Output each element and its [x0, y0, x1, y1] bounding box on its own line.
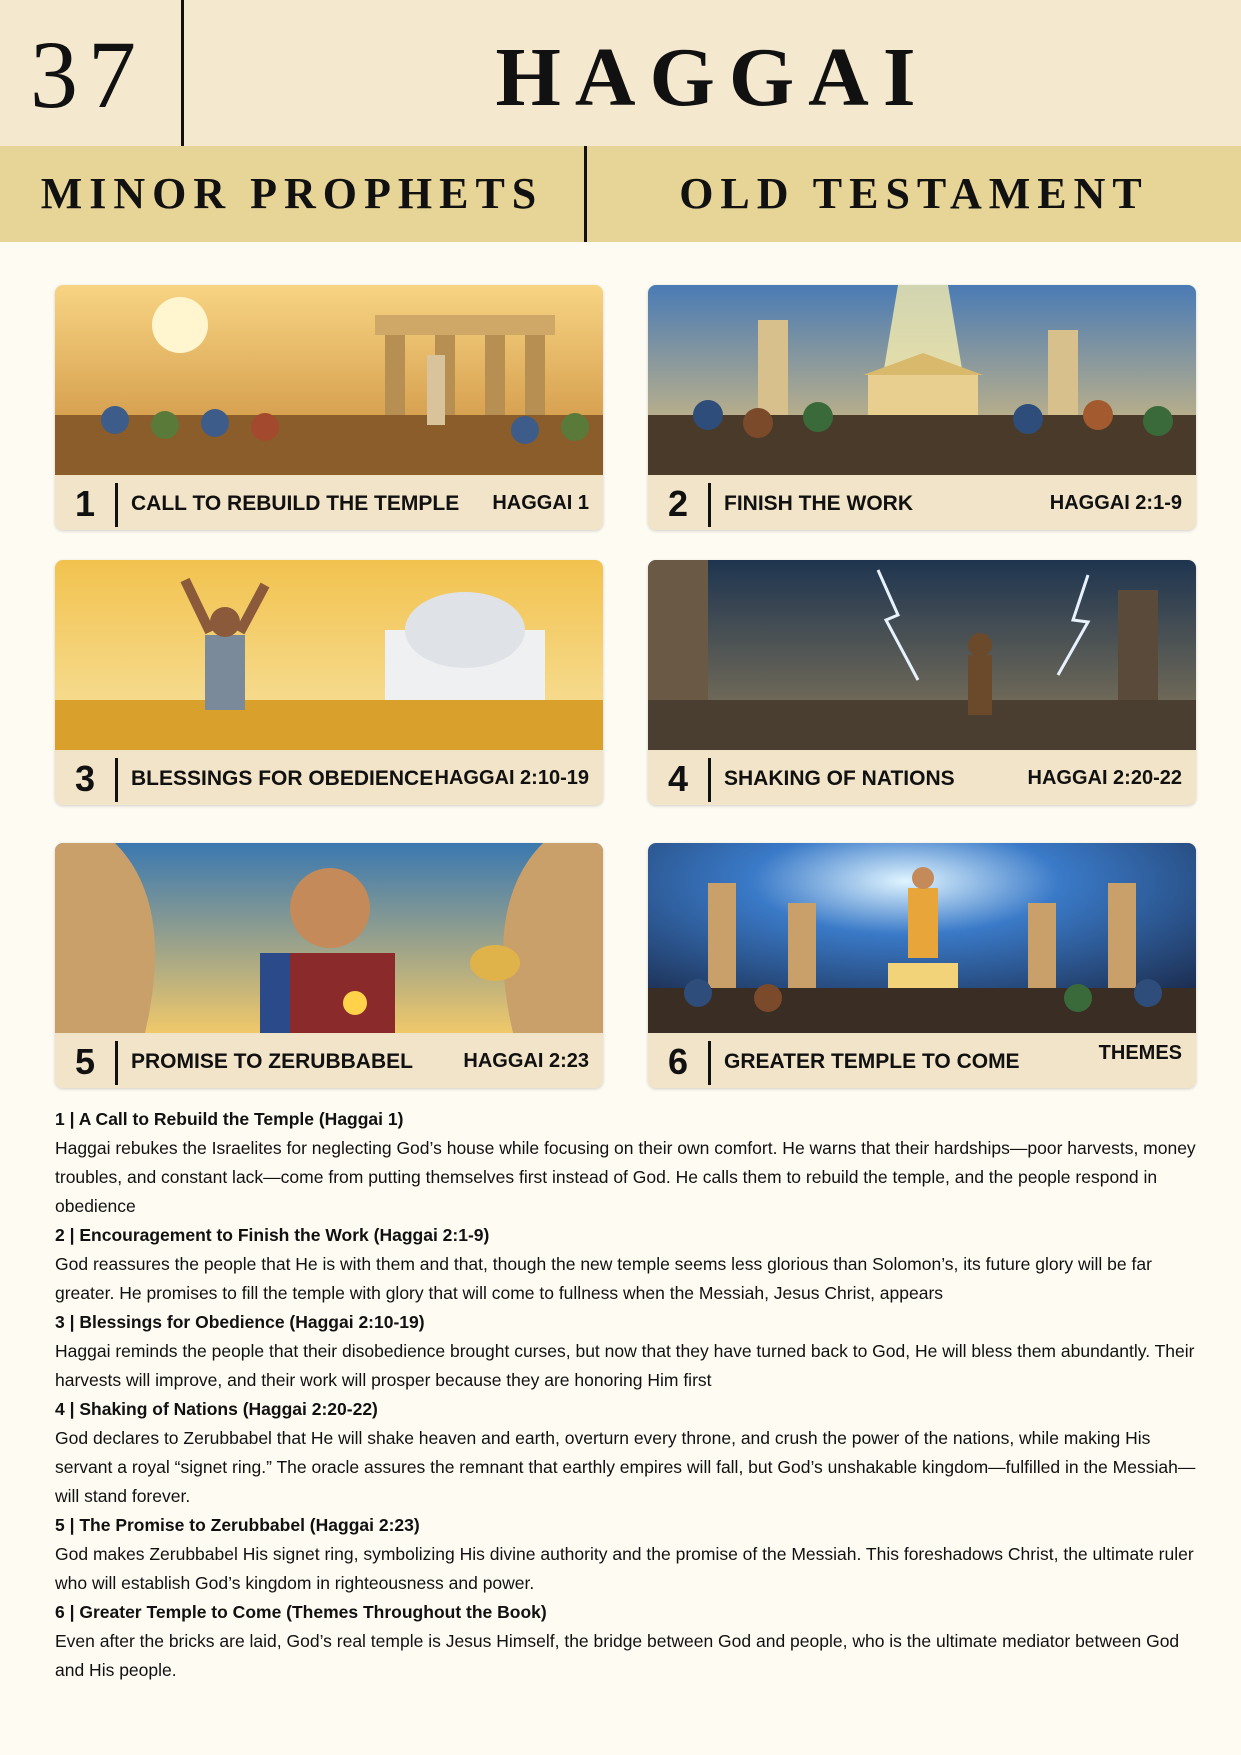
card-2: [648, 285, 1196, 530]
section-body: God reassures the people that He is with them and that, though the new temple seems less glorious than Solomon’s, its future glory will be far greater. He promises to fill the temple with glory that will come to fullness when the Messiah, Jesus Christ, appears: [55, 1254, 1152, 1303]
card-label-bar: [648, 1035, 1196, 1088]
testament-label: OLD TESTAMENT: [679, 169, 1149, 218]
section-body: God declares to Zerubbabel that He will shake heaven and earth, overturn every throne, and crush the power of the nations, while making His servant a royal “signet ring.” The oracle assures the remnant that earthly empires will fall, but God’s unshakable kingdom—fulfilled in the Messiah—will stand forever.: [55, 1428, 1196, 1506]
card-reference: HAGGAI 1: [492, 492, 589, 514]
section-heading: 3 | Blessings for Obedience (Haggai 2:10-19): [55, 1312, 425, 1332]
card-caption: FINISH THE WORK: [724, 492, 913, 515]
card-illustration: [648, 843, 1196, 1033]
section-heading: 4 | Shaking of Nations (Haggai 2:20-22): [55, 1399, 378, 1419]
section-body: Even after the bricks are laid, God’s real temple is Jesus Himself, the bridge between God and people, who is the ultimate mediator between God and His people.: [55, 1631, 1180, 1680]
card-caption: SHAKING OF NATIONS: [724, 767, 955, 790]
section-body: Haggai rebukes the Israelites for neglecting God’s house while focusing on their own comfort. He warns that their hardships—poor harvests, money troubles, and constant lack—come from putting themselves first instead of God. He calls them to rebuild the temple, and the people respond in obedience: [55, 1138, 1196, 1216]
card-caption: GREATER TEMPLE TO COME: [724, 1050, 1020, 1073]
header-band: [0, 146, 1241, 242]
card-caption: CALL TO REBUILD THE TEMPLE: [131, 492, 460, 515]
card-number: 6: [667, 1041, 689, 1082]
summary-text: [55, 1105, 1205, 1685]
card-number: 5: [74, 1041, 96, 1082]
card-number: 2: [667, 483, 689, 524]
card-separator: [115, 758, 118, 802]
category-label: MINOR PROPHETS: [40, 169, 544, 218]
card-reference: HAGGAI 2:1-9: [1049, 492, 1182, 514]
section-heading: 5 | The Promise to Zerubbabel (Haggai 2:23): [55, 1515, 420, 1535]
section-heading: 6 | Greater Temple to Come (Themes Throughout the Book): [55, 1602, 547, 1622]
card-caption: PROMISE TO ZERUBBABEL: [131, 1050, 413, 1073]
card-number: 3: [74, 758, 96, 799]
card-separator: [115, 483, 118, 527]
card-reference: HAGGAI 2:20-22: [1027, 767, 1182, 789]
card-reference: HAGGAI 2:10-19: [434, 767, 589, 789]
card-6: [648, 843, 1196, 1088]
card-4: [648, 560, 1196, 805]
card-label-bar: [648, 477, 1196, 530]
card-separator: [708, 483, 711, 527]
card-reference: THEMES: [1098, 1042, 1182, 1064]
card-1: [55, 285, 603, 530]
card-caption: BLESSINGS FOR OBEDIENCE: [131, 767, 434, 790]
card-5: [55, 843, 603, 1088]
book-number: 37: [30, 21, 146, 128]
card-illustration: [648, 285, 1196, 475]
card-3: [55, 560, 603, 805]
book-title: HAGGAI: [495, 31, 930, 124]
card-label-bar: [648, 752, 1196, 805]
card-illustration: [55, 285, 603, 475]
card-separator: [115, 1041, 118, 1085]
card-reference: HAGGAI 2:23: [463, 1050, 589, 1072]
card-illustration: [55, 843, 603, 1033]
card-illustration: [55, 560, 603, 750]
card-label-bar: [55, 752, 603, 805]
section-body: Haggai reminds the people that their disobedience brought curses, but now that they have turned back to God, He will bless them abundantly. Their harvests will improve, and their work will prosper because they are honoring Him first: [55, 1341, 1195, 1390]
card-number: 4: [667, 758, 689, 799]
card-separator: [708, 1041, 711, 1085]
card-label-bar: [55, 477, 603, 530]
card-separator: [708, 758, 711, 802]
section-body: God makes Zerubbabel His signet ring, symbolizing His divine authority and the promise of the Messiah. This foreshadows Christ, the ultimate ruler who will establish God’s kingdom in righteousness and power.: [55, 1544, 1194, 1593]
section-heading: 1 | A Call to Rebuild the Temple (Haggai 1): [55, 1109, 404, 1129]
section-heading: 2 | Encouragement to Finish the Work (Haggai 2:1-9): [55, 1225, 490, 1245]
card-number: 1: [74, 483, 96, 524]
header-top: [0, 0, 1241, 146]
card-label-bar: [55, 1035, 603, 1088]
card-illustration: [648, 560, 1196, 750]
